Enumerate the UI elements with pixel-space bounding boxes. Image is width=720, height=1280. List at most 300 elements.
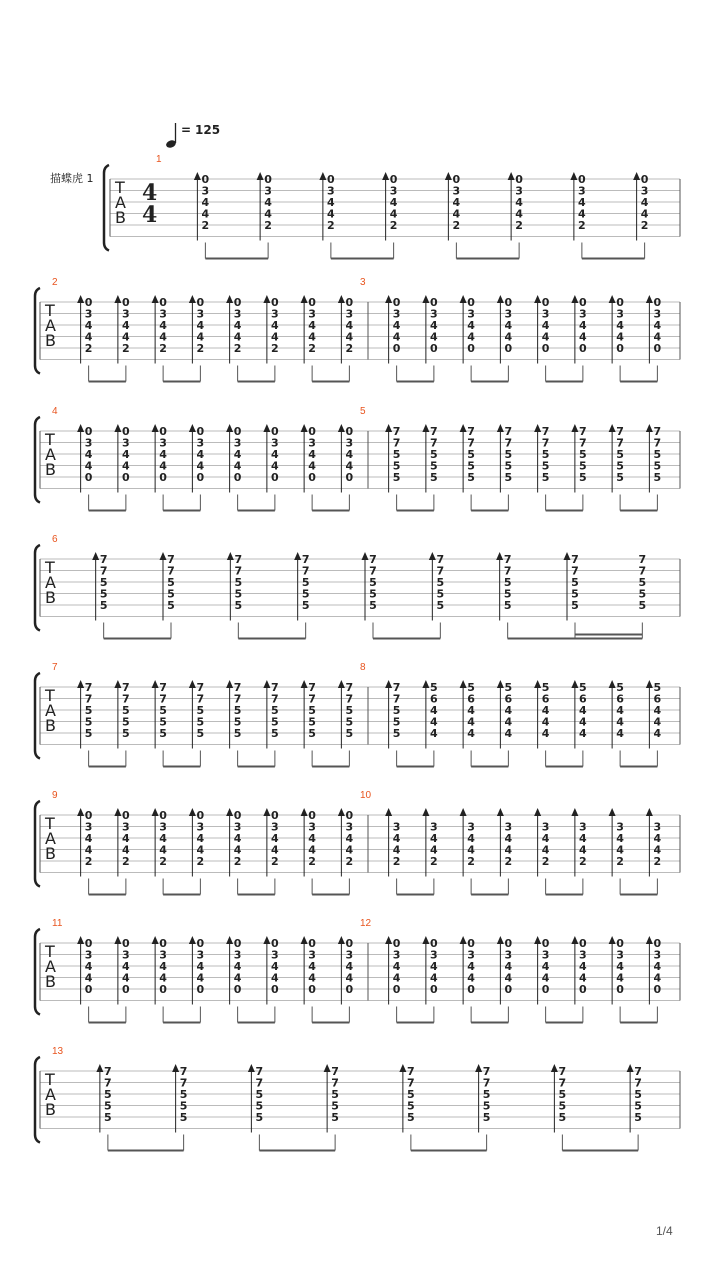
- fret-number: 4: [159, 832, 167, 845]
- strum-up-arrow-icon: [114, 680, 121, 688]
- fret-number: 5: [369, 587, 377, 601]
- fret-number: 0: [392, 342, 401, 355]
- fret-number: 4: [389, 207, 398, 221]
- fret-number: 7: [104, 1065, 112, 1078]
- fret-number: 4: [196, 448, 205, 461]
- fret-number: 5: [308, 704, 316, 717]
- fret-number: 4: [233, 971, 242, 985]
- fret-number: 7: [634, 1076, 642, 1090]
- strum-up-arrow-icon: [609, 808, 616, 816]
- tab-system: [35, 918, 680, 1023]
- fret-number: 4: [452, 196, 461, 209]
- fret-number: 0: [345, 425, 354, 438]
- strum-up-arrow-icon: [497, 295, 504, 303]
- fret-number: 4: [653, 843, 662, 857]
- fret-number: 3: [504, 948, 513, 962]
- measure: [52, 406, 354, 511]
- fret-number: 2: [452, 219, 461, 232]
- strum-up-arrow-icon: [189, 680, 196, 688]
- fret-number: 3: [541, 307, 550, 321]
- fret-number: 4: [616, 715, 624, 729]
- fret-number: 2: [122, 342, 130, 355]
- fret-number: 4: [308, 971, 316, 985]
- fret-number: 0: [159, 471, 167, 484]
- fret-number: 5: [504, 681, 513, 694]
- fret-number: 4: [541, 704, 550, 717]
- fret-number: 0: [616, 342, 624, 355]
- tab-clef-letter: T: [45, 301, 55, 320]
- tab-clef-letter: T: [45, 558, 55, 577]
- measure: [360, 406, 661, 511]
- strum-up-arrow-icon: [77, 424, 84, 432]
- fret-number: 5: [407, 1099, 415, 1113]
- strum-up-arrow-icon: [564, 552, 571, 560]
- fret-number: 0: [84, 296, 93, 309]
- measure: [360, 662, 662, 767]
- fret-number: 7: [99, 564, 108, 578]
- fret-number: 5: [638, 576, 647, 589]
- fret-number: 4: [616, 971, 624, 985]
- fret-number: 4: [616, 960, 624, 973]
- strum-up-arrow-icon: [609, 936, 616, 944]
- fret-number: 3: [84, 436, 93, 450]
- tab-clef-letter: T: [45, 686, 55, 705]
- fret-number: 7: [234, 564, 243, 578]
- fret-number: 4: [271, 330, 279, 344]
- strum-up-arrow-icon: [571, 295, 578, 303]
- fret-number: 7: [503, 553, 512, 566]
- fret-number: 4: [504, 319, 513, 332]
- fret-number: 4: [271, 971, 279, 985]
- system-bracket: [35, 1057, 40, 1143]
- fret-number: 4: [430, 704, 438, 717]
- fret-number: 5: [430, 681, 438, 694]
- strum-up-arrow-icon: [609, 680, 616, 688]
- fret-number: 5: [167, 587, 175, 601]
- fret-number: 0: [122, 425, 130, 438]
- fret-number: 5: [571, 587, 579, 601]
- strum-up-arrow-icon: [422, 424, 429, 432]
- tab-clef-letter: B: [45, 460, 56, 479]
- fret-number: 2: [467, 855, 475, 868]
- measure: [52, 662, 353, 767]
- measure-number: 9: [52, 790, 58, 801]
- fret-number: 4: [467, 971, 475, 985]
- strum-up-arrow-icon: [77, 680, 84, 688]
- fret-number: 2: [308, 855, 316, 868]
- fret-number: 4: [264, 207, 272, 221]
- strum-up-arrow-icon: [609, 295, 616, 303]
- fret-number: 4: [196, 843, 205, 857]
- fret-number: 4: [233, 832, 242, 845]
- measure-number: 8: [360, 662, 366, 673]
- fret-number: 5: [301, 587, 310, 601]
- fret-number: 4: [616, 319, 624, 332]
- fret-number: 4: [467, 330, 475, 344]
- fret-number: 4: [653, 832, 662, 845]
- fret-number: 0: [271, 983, 279, 996]
- fret-number: 0: [122, 937, 130, 950]
- fret-number: 3: [616, 820, 624, 834]
- system-bracket: [104, 165, 109, 251]
- strum-up-arrow-icon: [338, 295, 345, 303]
- fret-number: 4: [271, 843, 279, 857]
- fret-number: 5: [467, 448, 475, 461]
- fret-number: 5: [308, 715, 316, 729]
- strum-up-arrow-icon: [301, 424, 308, 432]
- fret-number: 5: [159, 715, 167, 729]
- fret-number: 4: [271, 459, 279, 473]
- fret-number: 2: [345, 855, 354, 868]
- fret-number: 5: [430, 448, 438, 461]
- fret-number: 4: [653, 330, 662, 344]
- system-bracket: [35, 417, 40, 503]
- fret-number: 4: [345, 448, 354, 461]
- fret-number: 0: [541, 342, 550, 355]
- fret-number: 4: [122, 971, 130, 985]
- fret-number: 3: [653, 948, 662, 962]
- fret-number: 4: [515, 196, 523, 209]
- tab-clef-letter: B: [45, 331, 56, 350]
- fret-number: 0: [579, 937, 587, 950]
- strum-up-arrow-icon: [497, 936, 504, 944]
- fret-number: 4: [653, 715, 662, 729]
- fret-number: 5: [84, 727, 93, 740]
- fret-number: 5: [271, 715, 279, 729]
- fret-number: 4: [233, 448, 242, 461]
- instrument-name: 描蝶虎 1: [50, 172, 94, 185]
- tab-clef-letter: T: [45, 814, 55, 833]
- fret-number: 0: [504, 342, 513, 355]
- fret-number: 5: [392, 459, 401, 473]
- fret-number: 4: [233, 319, 242, 332]
- fret-number: 4: [541, 319, 550, 332]
- fret-number: 4: [122, 330, 130, 344]
- fret-number: 5: [504, 471, 513, 484]
- fret-number: 4: [196, 832, 205, 845]
- fret-number: 7: [504, 436, 513, 450]
- fret-number: 5: [467, 459, 475, 473]
- fret-number: 7: [122, 681, 130, 694]
- tab-clef-letter: A: [45, 957, 56, 976]
- fret-number: 3: [389, 184, 398, 198]
- strum-up-arrow-icon: [301, 936, 308, 944]
- fret-number: 4: [84, 960, 93, 973]
- fret-number: 7: [104, 1076, 112, 1090]
- fret-number: 4: [392, 971, 401, 985]
- fret-number: 3: [84, 948, 93, 962]
- fret-number: 5: [616, 471, 624, 484]
- fret-number: 5: [271, 704, 279, 717]
- strum-up-arrow-icon: [152, 295, 159, 303]
- fret-number: 5: [558, 1088, 567, 1101]
- strum-up-arrow-icon: [257, 172, 264, 180]
- fret-number: 5: [653, 471, 662, 484]
- fret-number: 2: [541, 855, 550, 868]
- fret-number: 0: [84, 425, 93, 438]
- fret-number: 5: [331, 1088, 339, 1101]
- fret-number: 0: [616, 937, 624, 950]
- tab-system: [35, 277, 680, 382]
- fret-number: 0: [271, 296, 279, 309]
- strum-up-arrow-icon: [385, 680, 392, 688]
- fret-number: 6: [467, 692, 475, 706]
- fret-number: 7: [255, 1076, 264, 1090]
- fret-number: 7: [571, 553, 579, 566]
- fret-number: 3: [201, 184, 210, 198]
- fret-number: 4: [159, 330, 167, 344]
- fret-number: 3: [159, 820, 167, 834]
- fret-number: 7: [430, 436, 438, 450]
- fret-number: 4: [271, 448, 279, 461]
- fret-number: 0: [122, 983, 130, 996]
- fret-number: 4: [504, 843, 513, 857]
- fret-number: 0: [653, 983, 662, 996]
- strum-up-arrow-icon: [508, 172, 515, 180]
- fret-number: 5: [579, 471, 587, 484]
- fret-number: 7: [634, 1065, 642, 1078]
- fret-number: 0: [579, 983, 587, 996]
- fret-number: 7: [579, 436, 587, 450]
- measure-number: 4: [52, 406, 58, 417]
- fret-number: 7: [392, 436, 401, 450]
- strum-up-arrow-icon: [385, 424, 392, 432]
- fret-number: 0: [430, 983, 438, 996]
- fret-number: 4: [541, 727, 550, 740]
- strum-up-arrow-icon: [96, 1064, 103, 1072]
- fret-number: 4: [122, 448, 130, 461]
- fret-number: 4: [504, 960, 513, 973]
- fret-number: 3: [541, 948, 550, 962]
- fret-number: 4: [616, 843, 624, 857]
- fret-number: 4: [196, 971, 205, 985]
- fret-number: 0: [159, 296, 167, 309]
- fret-number: 2: [84, 855, 93, 868]
- fret-number: 0: [308, 296, 316, 309]
- fret-number: 4: [467, 727, 475, 740]
- fret-number: 4: [122, 459, 130, 473]
- strum-up-arrow-icon: [460, 936, 467, 944]
- fret-number: 7: [638, 553, 647, 566]
- fret-number: 7: [159, 692, 167, 706]
- fret-number: 0: [578, 173, 586, 186]
- strum-up-arrow-icon: [460, 680, 467, 688]
- fret-number: 6: [616, 692, 624, 706]
- tab-clef-letter: A: [45, 701, 56, 720]
- measure-number: 3: [360, 277, 366, 288]
- fret-number: 4: [159, 960, 167, 973]
- fret-number: 6: [504, 692, 513, 706]
- fret-number: 2: [84, 342, 93, 355]
- strum-up-arrow-icon: [646, 680, 653, 688]
- fret-number: 0: [653, 937, 662, 950]
- fret-number: 4: [201, 207, 210, 221]
- fret-number: 7: [179, 1065, 188, 1078]
- fret-number: 0: [196, 937, 205, 950]
- fret-number: 2: [122, 855, 130, 868]
- strum-up-arrow-icon: [189, 936, 196, 944]
- fret-number: 6: [653, 692, 662, 706]
- fret-number: 5: [392, 448, 401, 461]
- fret-number: 5: [99, 576, 108, 589]
- fret-number: 2: [616, 855, 624, 868]
- fret-number: 5: [392, 715, 401, 729]
- fret-number: 0: [233, 425, 242, 438]
- strum-up-arrow-icon: [385, 295, 392, 303]
- fret-number: 4: [84, 459, 93, 473]
- fret-number: 5: [159, 704, 167, 717]
- strum-up-arrow-icon: [226, 424, 233, 432]
- fret-number: 5: [558, 1111, 567, 1124]
- strum-up-arrow-icon: [382, 172, 389, 180]
- fret-number: 5: [271, 727, 279, 740]
- fret-number: 5: [653, 681, 662, 694]
- measure-number: 6: [52, 534, 58, 545]
- system-bracket: [35, 545, 40, 631]
- fret-number: 7: [558, 1076, 567, 1090]
- fret-number: 7: [392, 425, 401, 438]
- fret-number: 5: [255, 1088, 264, 1101]
- strum-up-arrow-icon: [263, 680, 270, 688]
- fret-number: 7: [571, 564, 579, 578]
- measure-number: 12: [360, 918, 372, 929]
- tab-clef-letter: T: [45, 1070, 55, 1089]
- fret-number: 2: [327, 219, 335, 232]
- fret-number: 4: [467, 319, 475, 332]
- tab-clef-letter: T: [45, 942, 55, 961]
- fret-number: 7: [369, 553, 377, 566]
- fret-number: 4: [233, 330, 242, 344]
- fret-number: 0: [541, 937, 550, 950]
- fret-number: 5: [616, 681, 624, 694]
- fret-number: 3: [196, 436, 205, 450]
- strum-up-arrow-icon: [189, 808, 196, 816]
- page-number: 1/4: [656, 1224, 673, 1238]
- strum-up-arrow-icon: [152, 680, 159, 688]
- fret-number: 4: [392, 330, 401, 344]
- strum-up-arrow-icon: [609, 424, 616, 432]
- fret-number: 5: [579, 448, 587, 461]
- strum-up-arrow-icon: [571, 936, 578, 944]
- fret-number: 5: [122, 704, 130, 717]
- fret-number: 4: [541, 832, 550, 845]
- fret-number: 0: [345, 983, 354, 996]
- strum-up-arrow-icon: [77, 295, 84, 303]
- strum-up-arrow-icon: [570, 172, 577, 180]
- fret-number: 0: [392, 296, 401, 309]
- fret-number: 7: [616, 436, 624, 450]
- fret-number: 7: [308, 692, 316, 706]
- fret-number: 0: [159, 425, 167, 438]
- fret-number: 7: [233, 681, 242, 694]
- fret-number: 5: [301, 599, 310, 612]
- fret-number: 2: [653, 855, 662, 868]
- fret-number: 3: [430, 820, 438, 834]
- fret-number: 0: [467, 296, 475, 309]
- fret-number: 0: [264, 173, 272, 186]
- strum-up-arrow-icon: [429, 552, 436, 560]
- fret-number: 3: [159, 307, 167, 321]
- fret-number: 0: [345, 296, 354, 309]
- fret-number: 7: [541, 425, 550, 438]
- strum-up-arrow-icon: [189, 295, 196, 303]
- fret-number: 4: [308, 330, 316, 344]
- fret-number: 5: [84, 715, 93, 729]
- fret-number: 3: [392, 948, 401, 962]
- fret-number: 5: [638, 587, 647, 601]
- fret-number: 7: [271, 681, 279, 694]
- fret-number: 4: [84, 330, 93, 344]
- fret-number: 0: [653, 296, 662, 309]
- fret-number: 4: [504, 832, 513, 845]
- fret-number: 3: [271, 820, 279, 834]
- strum-up-arrow-icon: [496, 552, 503, 560]
- fret-number: 0: [392, 983, 401, 996]
- fret-number: 5: [467, 471, 475, 484]
- strum-up-arrow-icon: [194, 172, 201, 180]
- fret-number: 7: [653, 436, 662, 450]
- fret-number: 5: [392, 704, 401, 717]
- fret-number: 7: [638, 564, 647, 578]
- tab-clef-letter: T: [45, 430, 55, 449]
- fret-number: 0: [271, 809, 279, 822]
- fret-number: 7: [159, 681, 167, 694]
- fret-number: 4: [271, 832, 279, 845]
- fret-number: 0: [467, 983, 475, 996]
- fret-number: 3: [122, 436, 130, 450]
- measure-number: 11: [52, 918, 63, 929]
- fret-number: 5: [331, 1111, 339, 1124]
- measure-number: 7: [52, 662, 58, 673]
- fret-number: 4: [308, 843, 316, 857]
- strum-up-arrow-icon: [338, 424, 345, 432]
- fret-number: 0: [308, 809, 316, 822]
- strum-up-arrow-icon: [551, 1064, 558, 1072]
- fret-number: 3: [640, 184, 649, 198]
- time-signature-top: 4: [142, 180, 158, 206]
- measure: [52, 277, 354, 382]
- fret-number: 5: [579, 681, 587, 694]
- fret-number: 4: [541, 960, 550, 973]
- fret-number: 4: [122, 319, 130, 332]
- fret-number: 2: [159, 342, 167, 355]
- fret-number: 5: [436, 587, 445, 601]
- strum-up-arrow-icon: [497, 680, 504, 688]
- fret-number: 0: [579, 342, 587, 355]
- strum-up-arrow-icon: [497, 808, 504, 816]
- fret-number: 5: [345, 727, 354, 740]
- fret-number: 0: [122, 471, 130, 484]
- fret-number: 3: [308, 820, 316, 834]
- fret-number: 2: [201, 219, 210, 232]
- fret-number: 3: [430, 307, 438, 321]
- fret-number: 5: [179, 1099, 188, 1113]
- measure: [156, 154, 649, 259]
- fret-number: 2: [264, 219, 272, 232]
- fret-number: 0: [159, 809, 167, 822]
- fret-number: 7: [84, 681, 93, 694]
- fret-number: 0: [308, 983, 316, 996]
- fret-number: 3: [308, 436, 316, 450]
- fret-number: 5: [233, 704, 242, 717]
- fret-number: 4: [504, 971, 513, 985]
- fret-number: 3: [579, 948, 587, 962]
- tab-system: [35, 534, 680, 639]
- strum-up-arrow-icon: [338, 680, 345, 688]
- fret-number: 3: [233, 436, 242, 450]
- fret-number: 7: [84, 692, 93, 706]
- fret-number: 3: [271, 436, 279, 450]
